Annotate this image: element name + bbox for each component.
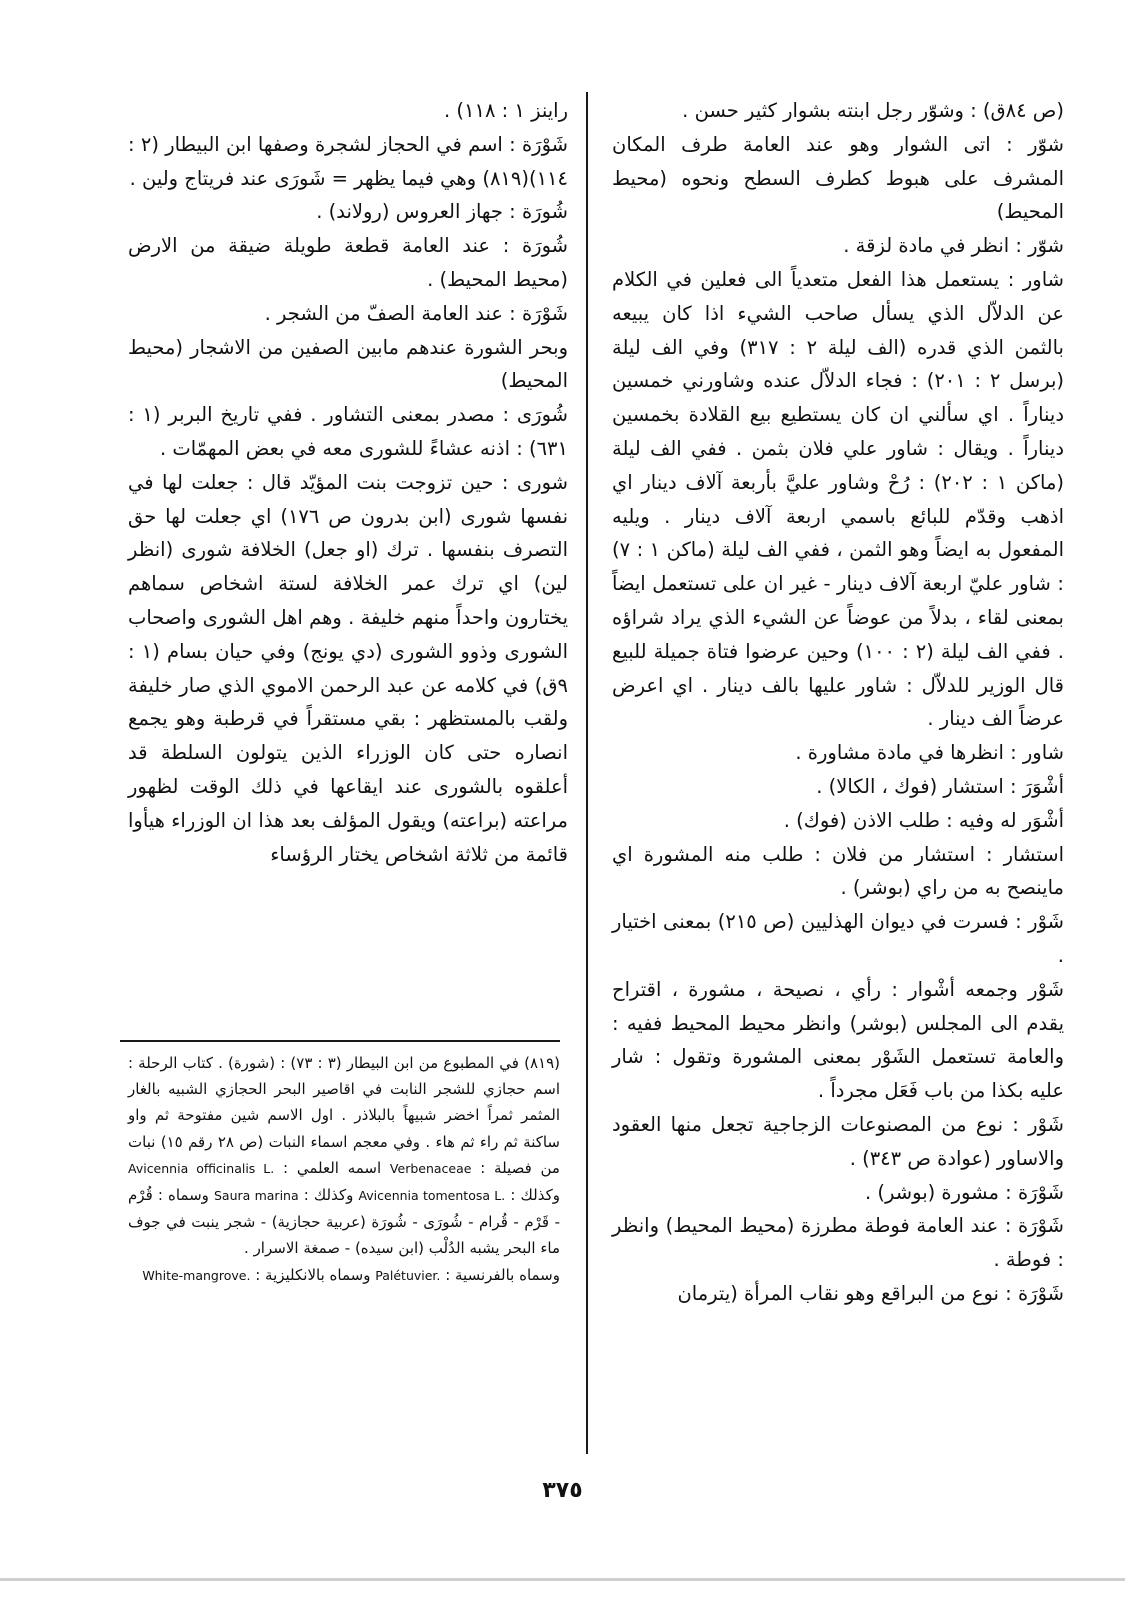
right-paragraph-1: (ص ٨٤ق) : وشوّر رجل ابنته بشوار كثير حسن . xyxy=(682,99,1064,122)
left-paragraph-8: شورى : حين تزوجت بنت المؤيّد قال : جعلت لها في نفسها شورى (ابن بدرون ص ١٧٦) اي جعلت لها حق التصرف بنفسها . ترك (او جعل) الخلافة شورى (انظر لين) اي ترك عمر الخلافة لستة اشخاص سماهم يختارون واحداً منهم خليفة . وهم اهل الشورى واصحاب الشورى وذوو الشورى (دي يونج) وفي حيان بسام (١ : ٩ق) في كلامه عن عبد الرحمن الاموي الذي صار خليفة ولقب بالمستظهر : بقي مستقراً في قرطبة وهو يجمع انصاره حتى كان الوزراء الذين يتولون السلطة قد أعلقوه بالشورى عند ايقاعها في ذلك الوقت لظهور مراعته (براعته) ويقول المؤلف بعد هذا ان الوزراء هيأوا قائمة من ثلاثة اشخاص يختار الرؤساء xyxy=(128,470,568,866)
footnote-text-3: وكذلك : xyxy=(510,1186,560,1205)
left-paragraph-4: شُورَة : عند العامة قطعة طويلة ضيقة من الارض (محيط المحيط) . xyxy=(128,234,568,291)
footnote-text-6: وسماه بالفرنسية : xyxy=(445,1265,560,1284)
right-paragraph-5: شاور : انظرها في مادة مشاورة . xyxy=(795,741,1064,765)
right-paragraph-7: أشْوَر له وفيه : طلب الاذن (فوك) . xyxy=(783,808,1064,832)
latin-term-avicennia-officinalis: Avicennia officinalis L. xyxy=(128,1160,275,1176)
footnote-819-continued xyxy=(128,1262,560,1289)
right-paragraph-13: شَوْرَة : عند العامة فوطة مطرزة (محيط المحيط) وانظر : فوطة . xyxy=(612,1214,1064,1272)
column-divider xyxy=(586,92,588,1454)
footnote-text-5: وسماه : قُرْم - قَرْم - قُرام - شُورَى - شُورَة (عربية حجازية) - شجر ينبت في جوف ماء البحر يشبه الدُلْب (ابن سيده) - صمغة الاسرار . xyxy=(128,1186,560,1258)
right-paragraph-2: شوّر : اتى الشوار وهو عند العامة طرف المكان المشرف على هبوط كطرف السطح ونحوه (محيط المحيط) xyxy=(612,132,1064,224)
latin-term-avicennia-tomentosa: Avicennia tomentosa L. xyxy=(358,1188,506,1204)
left-paragraph-5: شَوْرَة : عند العامة الصفّ من الشجر . xyxy=(264,301,568,325)
left-paragraph-6: وبحر الشورة عندهم مابين الصفين من الاشجار (محيط المحيط) xyxy=(128,335,568,393)
footnote-text-7: وسماه بالانكليزية : xyxy=(255,1265,371,1284)
right-paragraph-6: أشْوَرَ : استشار (فوك ، الكالا) . xyxy=(816,774,1064,798)
footnote-text-4: وكذلك : xyxy=(303,1186,354,1205)
footnote-block xyxy=(128,1050,560,1289)
latin-term-saura-marina: Saura marina xyxy=(213,1188,299,1204)
latin-term-verbenaceae: Verbenaceae xyxy=(389,1160,472,1176)
left-paragraph-2: شَوْرَة : اسم في الحجاز لشجرة وصفها ابن البيطار (٢ : ١١٤)(٨١٩) وهي فيما يظهر = شَورَى عند فريتاج ولين . xyxy=(128,132,568,190)
scan-edge-line xyxy=(0,1578,1125,1581)
left-paragraph-1: راينز ١ : ١١٨) . xyxy=(444,99,568,122)
right-paragraph-9: شَوْر : فسرت في ديوان الهذليين (ص ٢١٥) بمعنى اختيار . xyxy=(612,910,1064,967)
footnote-text-1: (٨١٩) في المطبوع من ابن البيطار (٣ : ٧٣) : (شورة) . كتاب الرحلة : اسم حجازي للشجر النابت في اقاصير البحر الحجازي الشبيه بالغار المثمر ثمراً اخضر شبيهاً بالبلاذر . اول الاسم شين مفتوحة ثم واو ساكنة ثم راء ثم هاء . وفي معجم اسماء النبات (ص ٢٨ رقم ١٥) نبات من فصيلة : xyxy=(128,1054,561,1177)
right-paragraph-4: شاور : يستعمل هذا الفعل متعدياً الى فعلين في الكلام عن الدلاّل الذي يسأل صاحب الشيء اذا كان يبيعه بالثمن الذي قدره (الف ليلة ٢ : ٣١٧) وفي الف ليلة (برسل ٢ : ٢٠١) : فجاء الدلاّل عنده وشاورني خمسين ديناراً . اي سألني ان كان يستطيع بيع القلادة بخمسين ديناراً . ويقال : شاور علي فلان بثمن . ففي الف ليلة (ماكن ١ : ٢٠٢) : رُحْ وشاور عليَّ بأربعة آلاف دينار اي اذهب وقدّم للبائع باسمي اربعة آلاف دينار . ويليه المفعول به ايضاً وهو الثمن ، ففي الف ليلة (ماكن ١ : ٧) : شاور عليّ اربعة آلاف دينار - غير ان على تستعمل ايضاً بمعنى لقاء ، بدلاً من عوضاً عن الشيء الذي يراد شراؤه . ففي الف ليلة (٢ : ١٠٠) وحين عرضوا فتاة جميلة للبيع قال الوزير للدلاّل : شاور عليها بالف دينار . اي اعرض عرضاً الف دينار . xyxy=(612,267,1065,731)
footnote-text-2: اسمه العلمي : xyxy=(283,1158,382,1177)
footnote-separator xyxy=(120,1040,560,1042)
latin-term-white-mangrove: White-mangrove. xyxy=(142,1267,251,1283)
right-paragraph-10: شَوْر وجمعه أشْوار : رأي ، نصيحة ، مشورة ، اقتراح يقدم الى المجلس (بوشر) وانظر محيط المحيط ففيه : والعامة تستعمل الشَوْر بمعنى المشورة وتقول : شار عليه بكذا من باب فَعَل مجرداً . xyxy=(612,977,1064,1103)
right-paragraph-12: شَوْرَة : مشورة (بوشر) . xyxy=(865,1180,1064,1204)
page-number: ٣٧٥ xyxy=(542,1478,583,1503)
footnote-819 xyxy=(128,1050,560,1262)
right-paragraph-11: شَوْر : نوع من المصنوعات الزجاجية تجعل منها العقود والاساور (عوادة ص ٣٤٣) . xyxy=(612,1112,1064,1170)
right-paragraph-14: شَوْرَة : نوع من البراقع وهو نقاب المرأة (يترمان xyxy=(677,1281,1064,1305)
left-paragraph-3: شُورَة : جهاز العروس (رولاند) . xyxy=(316,200,568,224)
left-column xyxy=(128,94,568,871)
latin-term-paletuvier: Palétuvier. xyxy=(375,1267,441,1283)
left-paragraph-7: شُورَى : مصدر بمعنى التشاور . ففي تاريخ البربر (١ : ٦٣١) : اذنه عشاءً للشورى معه في بعض المهمّات . xyxy=(128,403,568,460)
right-paragraph-3: شوّر : انظر في مادة لزقة . xyxy=(843,234,1064,258)
right-column xyxy=(612,94,1064,1311)
right-paragraph-8: استشار : استشار من فلان : طلب منه المشورة اي ماينصح به من راي (بوشر) . xyxy=(612,842,1064,900)
